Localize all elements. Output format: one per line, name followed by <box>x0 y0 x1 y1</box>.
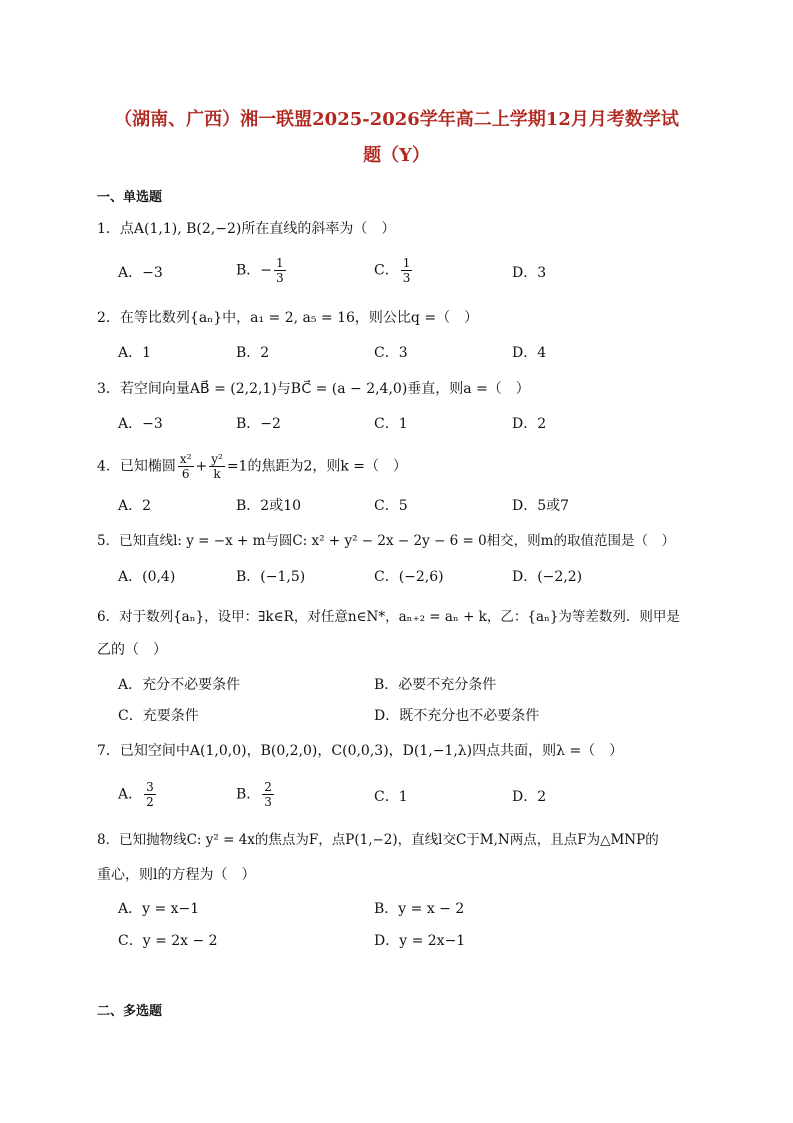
q1-option-d: D．3 <box>512 265 547 281</box>
question-2-stem: 2．在等比数列{aₙ}中，a₁ = 2, a₅ = 16，则公比q =（ ） <box>97 310 479 326</box>
question-3-stem: 3．若空间向量AB⃗ = (2,2,1)与BC⃗ = (a − 2,4,0)垂直，则a =（ ） <box>97 381 530 397</box>
question-4-stem <box>97 452 407 481</box>
q1-option-c-prefix: C． <box>374 262 399 279</box>
q7-option-b-fraction <box>262 780 274 809</box>
q5-option-b: B．(−1,5) <box>236 569 306 585</box>
q4-y-denominator: k <box>213 467 221 481</box>
q4-option-d: D．5或7 <box>512 498 570 514</box>
q3-option-b: B．−2 <box>236 416 281 432</box>
q1-b-denominator: 3 <box>276 271 284 285</box>
q1-c-numerator: 1 <box>402 256 411 270</box>
q4-stem-suffix: =1的焦距为2，则k =（ ） <box>226 458 408 475</box>
q5-option-a: A．(0,4) <box>118 569 176 585</box>
exam-title <box>90 102 703 174</box>
title-line-2: 题（Y） <box>363 145 430 166</box>
q8-option-b: B．y = x − 2 <box>374 901 465 917</box>
question-6-stem-line-2: 乙的（ ） <box>97 642 167 658</box>
q7-a-denominator: 2 <box>146 795 154 809</box>
q6-option-c: C．充要条件 <box>118 708 199 724</box>
q8-option-d: D．y = 2x−1 <box>374 933 466 949</box>
q7-b-denominator: 3 <box>264 795 272 809</box>
q4-fraction-x <box>178 452 194 481</box>
question-6-stem-line-1: 6．对于数列{aₙ}，设甲：∃k∈R，对任意n∈N*，aₙ₊₂ = aₙ + k，乙：{aₙ}为等差数列．则甲是 <box>97 609 680 625</box>
q1-option-a: A．−3 <box>118 265 163 281</box>
question-1-stem: 1．点A(1,1), B(2,−2)所在直线的斜率为（ ） <box>97 221 396 237</box>
q1-option-c <box>374 256 414 285</box>
q4-x-denominator: 6 <box>181 467 190 481</box>
q1-b-numerator: 1 <box>276 256 284 270</box>
q6-option-d: D．既不充分也不必要条件 <box>374 708 540 724</box>
q7-option-a <box>118 780 158 809</box>
q7-option-c: C．1 <box>374 789 408 805</box>
section-multi-choice: 二、多选题 <box>97 1004 163 1019</box>
q4-option-a: A．2 <box>118 498 152 514</box>
q5-option-c: C．(−2,6) <box>374 569 444 585</box>
q1-option-b <box>236 256 288 285</box>
q4-stem-prefix: 4．已知椭圆 <box>97 458 176 475</box>
q2-option-c: C．3 <box>374 345 408 361</box>
q4-option-b: B．2或10 <box>236 498 302 514</box>
q7-option-a-fraction <box>144 780 156 809</box>
q3-option-d: D．2 <box>512 416 547 432</box>
q7-option-b-prefix: B． <box>236 786 261 803</box>
question-5-stem: 5．已知直线l: y = −x + m与圆C: x² + y² − 2x − 2y − 6 = 0相交，则m的取值范围是（ ） <box>97 533 675 549</box>
question-8-stem-line-2: 重心，则l的方程为（ ） <box>97 867 256 883</box>
question-8-stem-line-1: 8．已知抛物线C: y² = 4x的焦点为F，点P(1,−2)，直线l交C于M,N两点，且点F为△MNP的 <box>97 832 659 848</box>
q4-y-numerator: y² <box>211 452 223 466</box>
q4-fraction-y <box>209 452 225 481</box>
q4-option-c: C．5 <box>374 498 408 514</box>
q2-option-b: B．2 <box>236 345 270 361</box>
question-7-stem: 7．已知空间中A(1,0,0)，B(0,2,0)，C(0,0,3)，D(1,−1,λ)四点共面，则λ =（ ） <box>97 743 624 759</box>
q3-option-c: C．1 <box>374 416 408 432</box>
q7-b-numerator: 2 <box>264 780 272 794</box>
q1-option-b-fraction <box>274 256 286 285</box>
q8-option-a: A．y = x−1 <box>118 901 200 917</box>
section-single-choice: 一、单选题 <box>97 190 163 205</box>
q7-option-b <box>236 780 276 809</box>
q7-a-numerator: 3 <box>146 780 154 794</box>
q1-option-b-prefix: B．− <box>236 262 273 279</box>
q1-c-denominator: 3 <box>402 271 411 285</box>
q2-option-d: D．4 <box>512 345 547 361</box>
q6-option-a: A．充分不必要条件 <box>118 677 241 693</box>
q7-option-d: D．2 <box>512 789 547 805</box>
q4-x-numerator: x² <box>179 452 192 466</box>
q1-option-c-fraction <box>401 256 413 285</box>
q7-option-a-prefix: A． <box>118 786 143 803</box>
q3-option-a: A．−3 <box>118 416 163 432</box>
q5-option-d: D．(−2,2) <box>512 569 583 585</box>
title-line-1: （湖南、广西）湘一联盟2025-2026学年高二上学期12月月考数学试 <box>114 109 679 130</box>
q6-option-b: B．必要不充分条件 <box>374 677 497 693</box>
q2-option-a: A．1 <box>118 345 152 361</box>
q4-plus: + <box>195 458 208 475</box>
q8-option-c: C．y = 2x − 2 <box>118 933 218 949</box>
